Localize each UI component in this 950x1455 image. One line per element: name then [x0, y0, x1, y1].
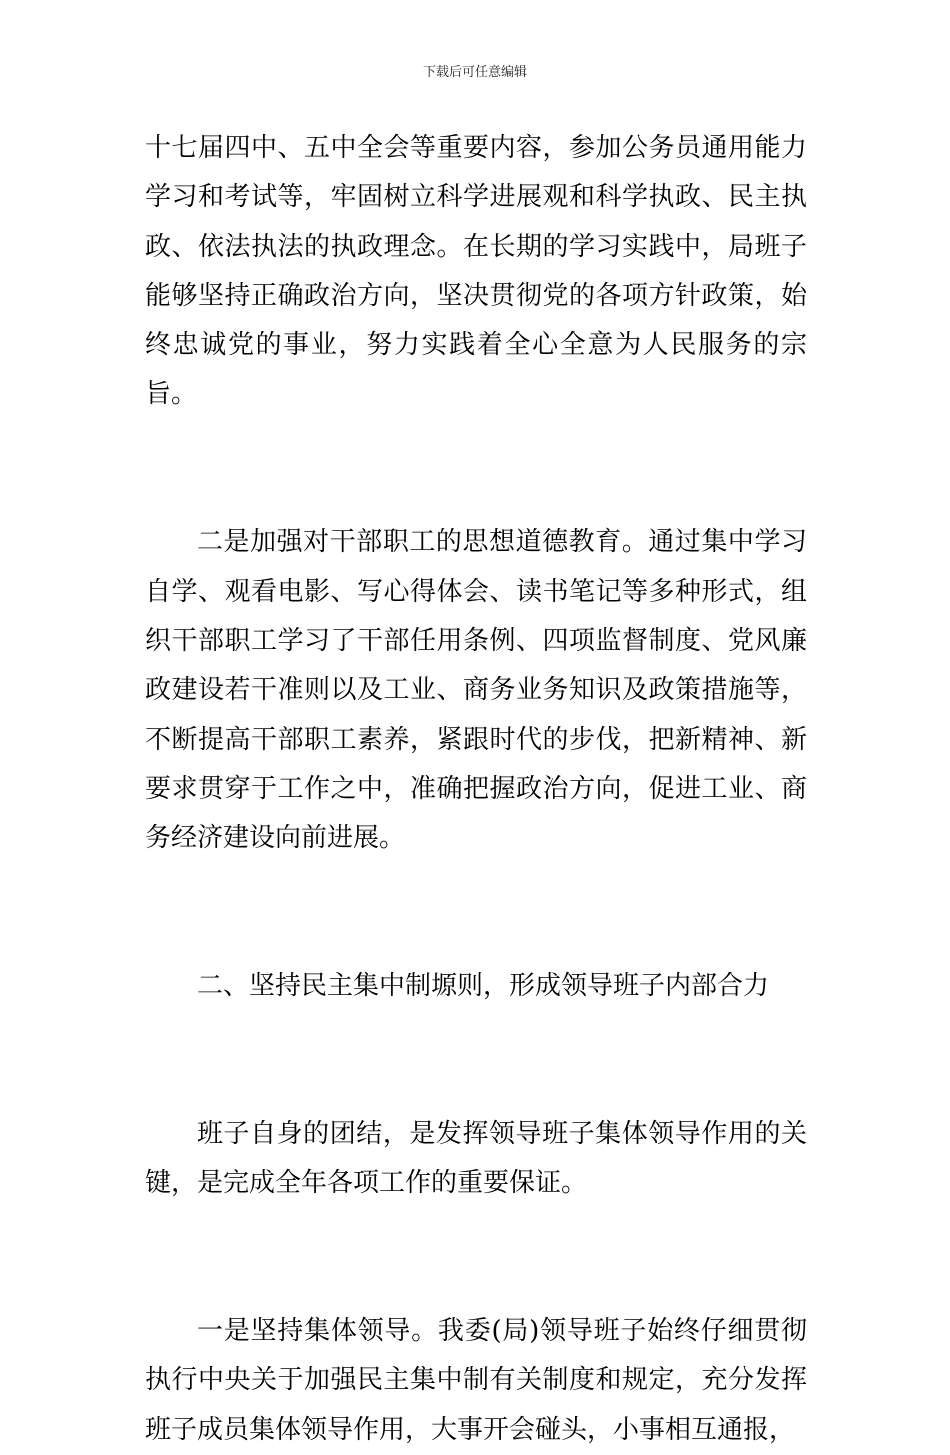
paragraph-ideological-education: 二是加强对干部职工的思想道德教育。通过集中学习自学、观看电影、写心得体会、读书笔记等多种形式，组织干部职工学习了干部任用条例、四项监督制度、党风廉政建设若干准则以及工业、商务业务知识及政策措施等，不断提高干部职工素养，紧跟时代的步伐，把新精神、新要求贯穿于工作之中，准确把握政治方向，促进工业、商务经济建设向前进展。	[145, 527, 807, 854]
paragraph-continued: 十七届四中、五中全会等重要内容，参加公务员通用能力学习和考试等，牢固树立科学进展观和科学执政、民主执政、依法执法的执政理念。在长期的学习实践中，局班子能够坚持正确政治方向，坚决贯彻党的各项方针政策，始终忠诚党的事业，努力实践着全心全意为人民服务的宗旨。	[145, 133, 807, 410]
paragraph-collective-leadership: 一是坚持集体领导。我委(局)领导班子始终仔细贯彻执行中央关于加强民主集中制有关制度和规定，充分发挥班子成员集体领导作用，大事开会碰头，小事相互通报，	[145, 1316, 807, 1445]
paragraph-gap	[145, 863, 807, 962]
document-body	[145, 124, 807, 1455]
paragraph-gap	[145, 1011, 807, 1110]
section-heading: 二、坚持民主集中制塬则，形成领导班子内部合力	[197, 971, 770, 1002]
page-header: 下载后可任意编辑	[422, 65, 527, 80]
paragraph-team-unity: 班子自身的团结，是发挥领导班子集体领导作用的关键，是完成全年各项工作的重要保证。	[145, 1118, 807, 1199]
paragraph-gap	[145, 420, 807, 519]
paragraph-gap	[145, 1209, 807, 1308]
